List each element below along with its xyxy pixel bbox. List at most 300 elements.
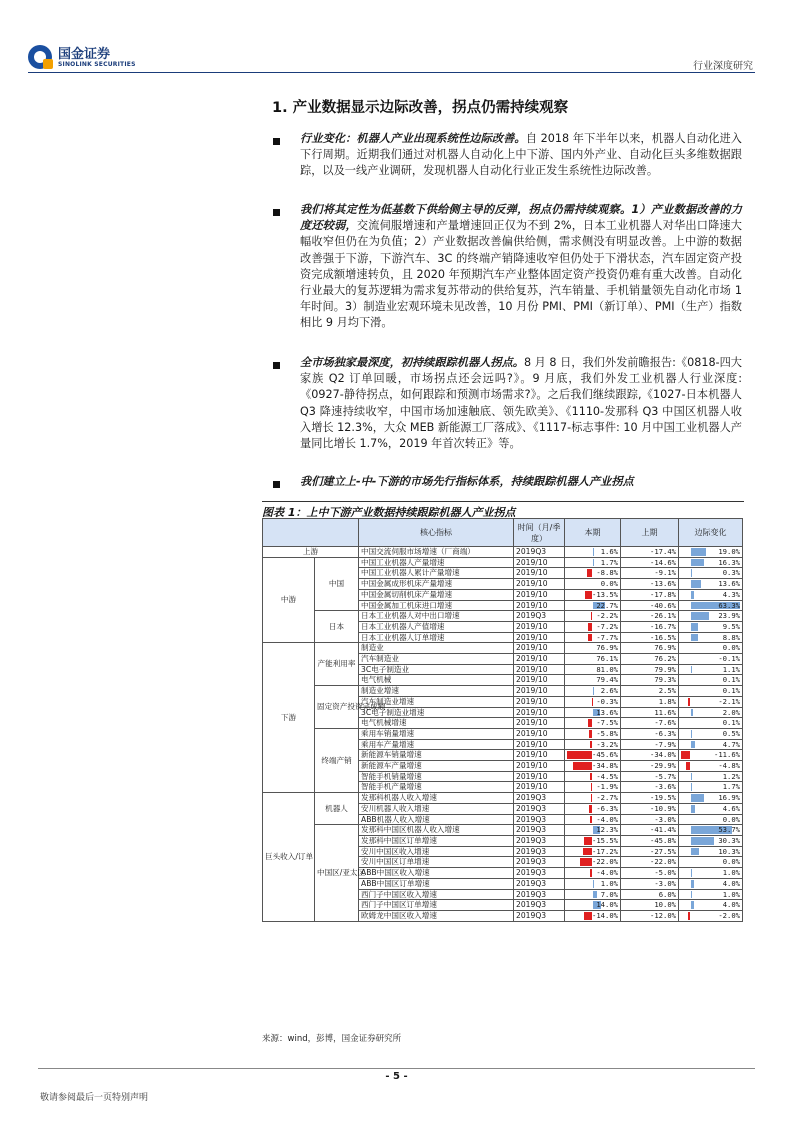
current-value: -1.9% bbox=[596, 782, 618, 792]
change-value-cell bbox=[679, 696, 743, 707]
current-value-bar bbox=[593, 687, 594, 695]
bullet-icon bbox=[273, 481, 280, 488]
change-value-cell bbox=[679, 889, 743, 900]
current-value-cell bbox=[565, 878, 621, 889]
current-value: 76.9% bbox=[596, 643, 618, 653]
current-value: 1.0% bbox=[600, 878, 618, 888]
indicator-time: 2019Q3 bbox=[514, 857, 565, 868]
current-value-bar bbox=[587, 569, 592, 577]
previous-value: -12.0% bbox=[621, 910, 679, 921]
table-row bbox=[263, 547, 743, 558]
current-value-bar bbox=[593, 891, 597, 899]
current-value: -4.0% bbox=[596, 814, 618, 824]
current-value-cell bbox=[565, 900, 621, 911]
previous-value: -17.8% bbox=[621, 589, 679, 600]
current-value-cell bbox=[565, 814, 621, 825]
indicator-name: 新能源车产量增速 bbox=[359, 761, 514, 772]
current-value-cell bbox=[565, 718, 621, 729]
previous-value: -40.6% bbox=[621, 600, 679, 611]
current-value-cell bbox=[565, 589, 621, 600]
previous-value: -26.1% bbox=[621, 611, 679, 622]
change-value-bar bbox=[686, 762, 690, 770]
previous-value: -9.1% bbox=[621, 568, 679, 579]
change-value-cell bbox=[679, 568, 743, 579]
current-value-cell bbox=[565, 739, 621, 750]
previous-value: -5.7% bbox=[621, 771, 679, 782]
figure-source: 来源：wind，彭博，国金证券研究所 bbox=[262, 1034, 402, 1044]
change-value-cell bbox=[679, 900, 743, 911]
indicator-name: 制造业 bbox=[359, 643, 514, 654]
table-header-row bbox=[263, 519, 743, 547]
change-value-bar bbox=[691, 901, 694, 909]
company-logo bbox=[28, 43, 148, 73]
change-value-bar bbox=[691, 559, 704, 567]
change-value: 4.0% bbox=[722, 900, 740, 910]
indicator-time: 2019/10 bbox=[514, 664, 565, 675]
change-value-cell bbox=[679, 771, 743, 782]
change-value-cell bbox=[679, 835, 743, 846]
indicator-name: 电气机械增速 bbox=[359, 718, 514, 729]
current-value-cell bbox=[565, 547, 621, 558]
indicator-time: 2019/10 bbox=[514, 589, 565, 600]
current-value-cell bbox=[565, 557, 621, 568]
change-value: 13.6% bbox=[718, 579, 740, 589]
change-value-bar bbox=[691, 666, 692, 674]
header-change: 边际变化 bbox=[679, 519, 743, 547]
current-value: -22.0% bbox=[592, 857, 618, 867]
indicator-name: 汽车制造业 bbox=[359, 654, 514, 665]
current-value-bar bbox=[589, 730, 592, 738]
indicator-time: 2019/10 bbox=[514, 621, 565, 632]
indicator-time: 2019Q3 bbox=[514, 547, 565, 558]
paragraph-3: 全市场独家最深度，初持续跟踪机器人拐点。8 月 8 日，我们外发前瞻报告:《0818-四大家族 Q2 订单回暖，市场拐点还会远吗?》。9 月底，我们外发工业机器人行业深度:《0927-静待拐点，如何跟踪和预测市场需求?》。之后我们继续跟踪,《1027-日本机器人 Q3 降速持续收窄，中国市场加速触底、领先欧美》、《1110-发那科 Q3 中国区机器人收入增长 12.3%，大众 MEB 新能源工厂落成》、《1117-标志事件: 10 月中国工业机器人产量同比增长 1.7%，2019 年首次转正》等。 bbox=[300, 356, 742, 451]
previous-value: -27.5% bbox=[621, 846, 679, 857]
table-row bbox=[263, 611, 743, 622]
indicator-name: 中国金属成形机床产量增速 bbox=[359, 579, 514, 590]
bullet-icon bbox=[273, 138, 280, 145]
current-value: -13.5% bbox=[592, 589, 618, 599]
current-value-bar bbox=[589, 805, 592, 813]
previous-value: -45.8% bbox=[621, 835, 679, 846]
indicator-name: 中国金属加工机床进口增速 bbox=[359, 600, 514, 611]
row-subgroup: 中国区/亚太区 bbox=[315, 825, 359, 921]
indicator-time: 2019/10 bbox=[514, 557, 565, 568]
indicator-time: 2019Q3 bbox=[514, 900, 565, 911]
change-value: 1.1% bbox=[722, 664, 740, 674]
section-title: 1. 产业数据显示边际改善，拐点仍需持续观察 bbox=[272, 100, 569, 116]
current-value: -6.3% bbox=[596, 803, 618, 813]
change-value: -2.0% bbox=[718, 910, 740, 920]
current-value: -0.3% bbox=[596, 696, 618, 706]
previous-value: -3.0% bbox=[621, 814, 679, 825]
indicator-name: 日本工业机器人产值增速 bbox=[359, 621, 514, 632]
change-value: 53.7% bbox=[718, 825, 740, 835]
current-value: -4.0% bbox=[596, 868, 618, 878]
current-value-cell bbox=[565, 793, 621, 804]
change-value-cell bbox=[679, 750, 743, 761]
previous-value: -3.6% bbox=[621, 782, 679, 793]
current-value: -2.7% bbox=[596, 793, 618, 803]
current-value-bar bbox=[583, 848, 592, 856]
indicator-name: 安川机器人收入增速 bbox=[359, 803, 514, 814]
row-subgroup: 日本 bbox=[315, 611, 359, 643]
indicator-name: 中国工业机器人产量增速 bbox=[359, 557, 514, 568]
change-value-cell bbox=[679, 803, 743, 814]
current-value-cell bbox=[565, 568, 621, 579]
current-value: -14.0% bbox=[592, 910, 618, 920]
change-value-cell bbox=[679, 782, 743, 793]
row-group: 中游 bbox=[263, 557, 315, 643]
indicator-name: 3C电子制造业增速 bbox=[359, 707, 514, 718]
current-value: 79.4% bbox=[596, 675, 618, 685]
change-value-bar bbox=[691, 591, 694, 599]
indicator-name: 乘用车产量增速 bbox=[359, 739, 514, 750]
current-value: -15.5% bbox=[592, 835, 618, 845]
row-group: 上游 bbox=[263, 547, 359, 558]
table-row bbox=[263, 825, 743, 836]
indicator-name: 日本工业机器人对中出口增速 bbox=[359, 611, 514, 622]
indicator-name: ABB机器人收入增速 bbox=[359, 814, 514, 825]
indicator-name: 发那科机器人收入增速 bbox=[359, 793, 514, 804]
change-value-cell bbox=[679, 868, 743, 879]
change-value: 9.5% bbox=[722, 621, 740, 631]
indicator-name: ABB中国区订单增速 bbox=[359, 878, 514, 889]
previous-value: 2.5% bbox=[621, 686, 679, 697]
change-value-bar bbox=[691, 837, 714, 845]
current-value: 14.0% bbox=[596, 900, 618, 910]
change-value-cell bbox=[679, 664, 743, 675]
indicator-name: 发那科中国区机器人收入增速 bbox=[359, 825, 514, 836]
previous-value: 1.8% bbox=[621, 696, 679, 707]
current-value: 12.3% bbox=[596, 825, 618, 835]
change-value-cell bbox=[679, 825, 743, 836]
bullet-icon bbox=[273, 362, 280, 369]
previous-value: -10.9% bbox=[621, 803, 679, 814]
indicator-time: 2019Q3 bbox=[514, 825, 565, 836]
change-value: -4.8% bbox=[718, 761, 740, 771]
indicator-time: 2019/10 bbox=[514, 739, 565, 750]
change-value-bar bbox=[691, 794, 704, 802]
indicator-name: 电气机械 bbox=[359, 675, 514, 686]
change-value-cell bbox=[679, 600, 743, 611]
header-previous: 上期 bbox=[621, 519, 679, 547]
current-value: -3.2% bbox=[596, 739, 618, 749]
current-value-cell bbox=[565, 632, 621, 643]
change-value: 23.9% bbox=[718, 611, 740, 621]
change-value-cell bbox=[679, 589, 743, 600]
indicator-name: 智能手机产量增速 bbox=[359, 782, 514, 793]
logo-mark-icon bbox=[28, 45, 52, 69]
change-value-bar bbox=[691, 623, 698, 631]
current-value-cell bbox=[565, 750, 621, 761]
change-value-cell bbox=[679, 878, 743, 889]
change-value-bar bbox=[691, 805, 695, 813]
change-value-cell bbox=[679, 632, 743, 643]
change-value: 1.0% bbox=[722, 889, 740, 899]
indicator-time: 2019/10 bbox=[514, 718, 565, 729]
indicator-name: 中国工业机器人累计产量增速 bbox=[359, 568, 514, 579]
current-value: -45.6% bbox=[592, 750, 618, 760]
current-value-cell bbox=[565, 707, 621, 718]
change-value-cell bbox=[679, 686, 743, 697]
previous-value: 11.6% bbox=[621, 707, 679, 718]
current-value: 7.0% bbox=[600, 889, 618, 899]
change-value-bar bbox=[691, 773, 692, 781]
change-value-cell bbox=[679, 846, 743, 857]
change-value-cell bbox=[679, 910, 743, 921]
current-value: -2.2% bbox=[596, 611, 618, 621]
change-value: 63.3% bbox=[718, 600, 740, 610]
previous-value: -13.6% bbox=[621, 579, 679, 590]
doc-type: 行业深度研究 bbox=[693, 61, 753, 72]
current-value-bar bbox=[593, 559, 594, 567]
indicator-time: 2019/10 bbox=[514, 686, 565, 697]
previous-value: -29.9% bbox=[621, 761, 679, 772]
current-value: -5.8% bbox=[596, 728, 618, 738]
current-value-cell bbox=[565, 782, 621, 793]
table-row bbox=[263, 557, 743, 568]
current-value: -8.8% bbox=[596, 568, 618, 578]
indicator-time: 2019Q3 bbox=[514, 793, 565, 804]
current-value-bar bbox=[573, 762, 592, 770]
previous-value: -6.3% bbox=[621, 728, 679, 739]
current-value-cell bbox=[565, 654, 621, 665]
indicator-name: 智能手机销量增速 bbox=[359, 771, 514, 782]
change-value: 4.0% bbox=[722, 878, 740, 888]
change-value-bar bbox=[691, 783, 692, 791]
change-value: 4.3% bbox=[722, 589, 740, 599]
header-indicator: 核心指标 bbox=[359, 519, 514, 547]
indicator-name: 汽车制造业增速 bbox=[359, 696, 514, 707]
current-value: 1.7% bbox=[600, 557, 618, 567]
current-value-cell bbox=[565, 696, 621, 707]
indicator-time: 2019Q3 bbox=[514, 814, 565, 825]
current-value: -7.5% bbox=[596, 718, 618, 728]
current-value-cell bbox=[565, 579, 621, 590]
header-time: 时间（月/季度） bbox=[514, 519, 565, 547]
current-value: -7.7% bbox=[596, 632, 618, 642]
previous-value: -7.6% bbox=[621, 718, 679, 729]
current-value-bar bbox=[588, 634, 592, 642]
change-value-bar bbox=[691, 709, 693, 717]
change-value: 16.3% bbox=[718, 557, 740, 567]
previous-value: -17.4% bbox=[621, 547, 679, 558]
indicator-time: 2019/10 bbox=[514, 632, 565, 643]
current-value-cell bbox=[565, 643, 621, 654]
table-row bbox=[263, 643, 743, 654]
indicator-name: 安川中国区订单增速 bbox=[359, 857, 514, 868]
previous-value: -19.5% bbox=[621, 793, 679, 804]
footer-divider bbox=[38, 1068, 755, 1069]
change-value: 0.0% bbox=[722, 857, 740, 867]
current-value-bar bbox=[567, 751, 592, 759]
indicator-time: 2019/10 bbox=[514, 675, 565, 686]
current-value-bar bbox=[584, 837, 592, 845]
current-value-cell bbox=[565, 686, 621, 697]
change-value-bar bbox=[691, 869, 692, 877]
change-value: 30.3% bbox=[718, 835, 740, 845]
current-value-cell bbox=[565, 761, 621, 772]
current-value-bar bbox=[590, 741, 592, 749]
indicator-time: 2019Q3 bbox=[514, 889, 565, 900]
previous-value: -41.4% bbox=[621, 825, 679, 836]
change-value: 1.7% bbox=[722, 782, 740, 792]
current-value: -7.2% bbox=[596, 621, 618, 631]
row-group: 巨头收入/订单 bbox=[263, 793, 315, 921]
indicator-time: 2019/10 bbox=[514, 696, 565, 707]
current-value-bar bbox=[593, 548, 594, 556]
change-value: 0.1% bbox=[722, 675, 740, 685]
indicator-time: 2019Q3 bbox=[514, 835, 565, 846]
indicator-time: 2019/10 bbox=[514, 771, 565, 782]
indicator-time: 2019Q3 bbox=[514, 878, 565, 889]
current-value: -34.8% bbox=[592, 761, 618, 771]
indicator-name: 安川中国区收入增速 bbox=[359, 846, 514, 857]
indicator-name: 发那科中国区订单增速 bbox=[359, 835, 514, 846]
footer-disclaimer: 敬请参阅最后一页特别声明 bbox=[40, 1093, 149, 1103]
change-value: 0.0% bbox=[722, 814, 740, 824]
change-value-bar bbox=[691, 634, 698, 642]
current-value: -17.2% bbox=[592, 846, 618, 856]
current-value: -4.5% bbox=[596, 771, 618, 781]
indicator-name: 日本工业机器人订单增速 bbox=[359, 632, 514, 643]
change-value-cell bbox=[679, 547, 743, 558]
change-value: 1.0% bbox=[722, 868, 740, 878]
logo-cn: 国金证券 bbox=[58, 47, 111, 62]
current-value-bar bbox=[590, 869, 592, 877]
previous-value: -7.9% bbox=[621, 739, 679, 750]
change-value-cell bbox=[679, 718, 743, 729]
change-value: 8.8% bbox=[722, 632, 740, 642]
current-value-cell bbox=[565, 664, 621, 675]
header-current: 本期 bbox=[565, 519, 621, 547]
change-value-bar bbox=[691, 891, 692, 899]
current-value-cell bbox=[565, 857, 621, 868]
current-value-cell bbox=[565, 728, 621, 739]
current-value: 0.0% bbox=[600, 579, 618, 589]
change-value-cell bbox=[679, 579, 743, 590]
indicator-name: 中国交流伺服市场增速（厂商端） bbox=[359, 547, 514, 558]
change-value-cell bbox=[679, 611, 743, 622]
indicator-time: 2019Q3 bbox=[514, 846, 565, 857]
change-value-cell bbox=[679, 761, 743, 772]
current-value: 22.7% bbox=[596, 600, 618, 610]
indicator-time: 2019/10 bbox=[514, 761, 565, 772]
header-empty bbox=[263, 519, 359, 547]
previous-value: -22.0% bbox=[621, 857, 679, 868]
logo-en: SINOLINK SECURITIES bbox=[58, 61, 136, 68]
change-value-cell bbox=[679, 814, 743, 825]
indicator-name: 欧姆龙中国区收入增速 bbox=[359, 910, 514, 921]
indicator-time: 2019/10 bbox=[514, 728, 565, 739]
change-value: -11.6% bbox=[714, 750, 740, 760]
change-value: -2.1% bbox=[718, 696, 740, 706]
change-value: 1.2% bbox=[722, 771, 740, 781]
current-value-bar bbox=[585, 591, 592, 599]
header-divider bbox=[28, 72, 755, 73]
previous-value: -14.6% bbox=[621, 557, 679, 568]
change-value-cell bbox=[679, 643, 743, 654]
indicator-time: 2019/10 bbox=[514, 643, 565, 654]
indicator-name: 制造业增速 bbox=[359, 686, 514, 697]
table-row bbox=[263, 686, 743, 697]
current-value-bar bbox=[593, 880, 594, 888]
indicator-time: 2019Q3 bbox=[514, 803, 565, 814]
change-value-bar bbox=[691, 848, 699, 856]
change-value-cell bbox=[679, 739, 743, 750]
change-value-bar bbox=[691, 880, 694, 888]
change-value: -0.1% bbox=[718, 654, 740, 664]
indicator-name: 乘用车销量增速 bbox=[359, 728, 514, 739]
current-value-cell bbox=[565, 910, 621, 921]
table-row bbox=[263, 793, 743, 804]
row-subgroup: 产能利用率 bbox=[315, 643, 359, 686]
current-value-cell bbox=[565, 846, 621, 857]
current-value-cell bbox=[565, 675, 621, 686]
current-value-bar bbox=[580, 858, 592, 866]
current-value-cell bbox=[565, 771, 621, 782]
current-value-bar bbox=[591, 612, 592, 620]
change-value: 2.0% bbox=[722, 707, 740, 717]
indicator-name: ABB中国区收入增速 bbox=[359, 868, 514, 879]
change-value-bar bbox=[688, 698, 690, 706]
change-value-cell bbox=[679, 654, 743, 665]
previous-value: -16.7% bbox=[621, 621, 679, 632]
change-value: 16.9% bbox=[718, 793, 740, 803]
row-subgroup: 终端产销 bbox=[315, 728, 359, 792]
change-value-bar bbox=[691, 580, 701, 588]
paragraph-2: 我们将其定性为低基数下供给侧主导的反弹，拐点仍需持续观察。1）产业数据改善的力度还较弱，交流伺服增速和产量增速回正仅为不到 2%，日本工业机器人对华出口降速大幅收窄但仍在为负值；2）产业数据改善偏供给侧，需求侧没有明显改善。上中游的数据改善强于下游，下游汽车、3C 的终端产销降速收窄但仍处于下滑状态，汽车固定资产投资完成额增速转负，且 2020 年预期汽车产业整体固定资产投资仍难有重大改善。自动化行业最大的复苏逻辑为需求复苏带动的供给复苏，汽车销量、手机销量领先自动化市场 1 年时间。3）制造业宏观环境未见改善，10 月份 PMI、PMI（新订单）、PMI（生产）指数相比 9 月均下滑。 bbox=[300, 203, 742, 330]
row-subgroup: 机器人 bbox=[315, 793, 359, 825]
previous-value: -16.5% bbox=[621, 632, 679, 643]
previous-value: -34.0% bbox=[621, 750, 679, 761]
row-subgroup: 中国 bbox=[315, 557, 359, 611]
current-value: 1.6% bbox=[600, 547, 618, 556]
bullet-icon bbox=[273, 209, 280, 216]
indicator-time: 2019/10 bbox=[514, 707, 565, 718]
current-value-cell bbox=[565, 889, 621, 900]
indicator-time: 2019Q3 bbox=[514, 611, 565, 622]
previous-value: 6.0% bbox=[621, 889, 679, 900]
change-value-bar bbox=[691, 741, 695, 749]
change-value-cell bbox=[679, 707, 743, 718]
current-value-cell bbox=[565, 868, 621, 879]
current-value-bar bbox=[590, 773, 592, 781]
change-value-cell bbox=[679, 857, 743, 868]
change-value: 0.1% bbox=[722, 718, 740, 728]
change-value-cell bbox=[679, 793, 743, 804]
current-value-cell bbox=[565, 835, 621, 846]
figure-caption: 图表 1：上中下游产业数据持续跟踪机器人产业拐点 bbox=[262, 501, 744, 520]
change-value-cell bbox=[679, 557, 743, 568]
indicator-time: 2019/10 bbox=[514, 600, 565, 611]
current-value: 76.1% bbox=[596, 654, 618, 664]
page-number: - 5 - bbox=[385, 1071, 408, 1082]
indicator-time: 2019/10 bbox=[514, 782, 565, 793]
indicator-time: 2019/10 bbox=[514, 579, 565, 590]
change-value-cell bbox=[679, 621, 743, 632]
change-value: 0.3% bbox=[722, 568, 740, 578]
change-value-bar bbox=[688, 912, 690, 920]
paragraph-1: 行业变化：机器人产业出现系统性边际改善。自 2018 年下半年以来，机器人自动化进入下行周期。近期我们通过对机器人自动化上中下游、国内外产业、自动化巨头多维数据跟踪，以及一线产业调研，发现机器人自动化行业正发生系统性边际改善。 bbox=[300, 132, 742, 178]
previous-value: 76.9% bbox=[621, 643, 679, 654]
previous-value: 79.3% bbox=[621, 675, 679, 686]
change-value: 10.3% bbox=[718, 846, 740, 856]
current-value-bar bbox=[591, 783, 592, 791]
indicator-time: 2019Q3 bbox=[514, 868, 565, 879]
row-subgroup: 固定资产投资完成额 bbox=[315, 686, 359, 729]
change-value-bar bbox=[691, 612, 709, 620]
